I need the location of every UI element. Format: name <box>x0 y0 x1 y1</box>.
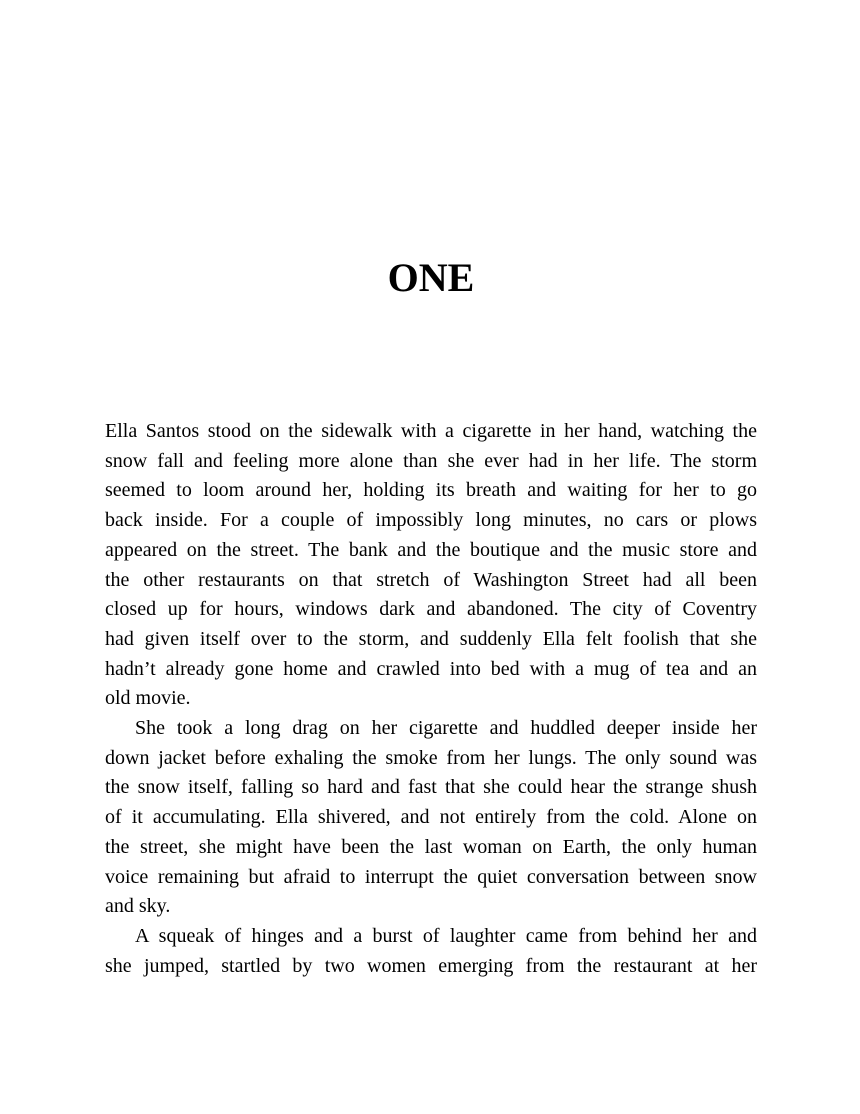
text-line: back inside. For a couple of impossibly long minutes, no cars or plows <box>105 509 757 532</box>
paragraph <box>105 714 757 922</box>
text-line: the snow itself, falling so hard and fast that she could hear the strange shush <box>105 776 757 799</box>
text-line: the other restaurants on that stretch of Washington Street had all been <box>105 568 757 591</box>
text-line: snow fall and feeling more alone than she ever had in her life. The storm <box>105 449 757 472</box>
text-line: had given itself over to the storm, and suddenly Ella felt foolish that she <box>105 627 757 650</box>
body-text <box>105 417 757 981</box>
text-line: voice remaining but afraid to interrupt the quiet conversation between snow <box>105 865 757 888</box>
text-line: she jumped, startled by two women emerging from the restaurant at her <box>105 954 757 977</box>
text-line: down jacket before exhaling the smoke from her lungs. The only sound was <box>105 746 757 769</box>
paragraph <box>105 922 757 981</box>
text-line: and sky. <box>105 895 171 918</box>
text-line: of it accumulating. Ella shivered, and not entirely from the cold. Alone on <box>105 806 757 829</box>
text-line: She took a long drag on her cigarette and huddled deeper inside her <box>135 717 757 740</box>
text-line: the street, she might have been the last woman on Earth, the only human <box>105 835 757 858</box>
text-line: seemed to loom around her, holding its breath and waiting for her to go <box>105 479 757 502</box>
text-line: old movie. <box>105 687 191 710</box>
text-line: A squeak of hinges and a burst of laughter came from behind her and <box>135 924 757 947</box>
chapter-heading: ONE <box>387 255 475 300</box>
paragraph <box>105 417 757 714</box>
text-line: Ella Santos stood on the sidewalk with a cigarette in her hand, watching the <box>105 420 757 442</box>
text-line: appeared on the street. The bank and the boutique and the music store and <box>105 538 757 561</box>
text-line: closed up for hours, windows dark and abandoned. The city of Coventry <box>105 598 757 621</box>
text-line: hadn’t already gone home and crawled into bed with a mug of tea and an <box>105 657 757 680</box>
